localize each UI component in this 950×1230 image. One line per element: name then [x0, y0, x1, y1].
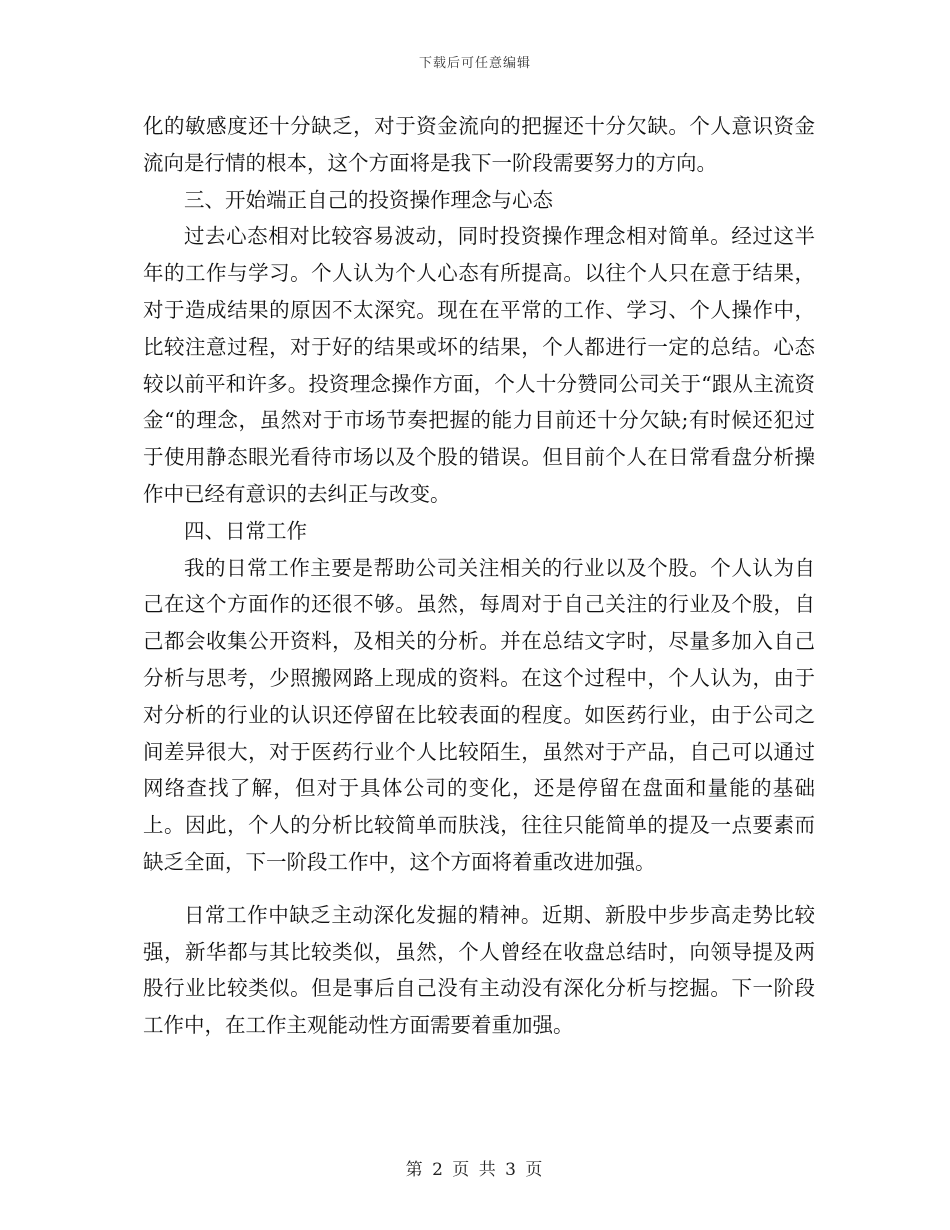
page-header: 下载后可任意编辑	[418, 56, 531, 71]
paragraph-mindset: 过去心态相对比较容易波动，同时投资操作理念相对简单。经过这半年的工作与学习。个人认为个人心态有所提高。以往个人只在意于结果，对于造成结果的原因不太深究。现在在平常的工作、学习、个人操作中，比较注意过程，对于好的结果或坏的结果，个人都进行一定的总结。心态较以前平和许多。投资理念操作方面，个人十分赞同公司关于“跟从主流资金“的理念，虽然对于市场节奏把握的能力目前还十分欠缺;有时候还犯过于使用静态眼光看待市场以及个股的错误。但目前个人在日常看盘分析操作中已经有意识的去纠正与改变。	[143, 224, 815, 506]
paragraph-continuation: 化的敏感度还十分缺乏，对于资金流向的把握还十分欠缺。个人意识资金流向是行情的根本，这个方面将是我下一阶段需要努力的方向。	[143, 114, 815, 175]
section-heading-4: 四、日常工作	[184, 518, 307, 543]
paragraph-initiative: 日常工作中缺乏主动深化发掘的精神。近期、新股中步步高走势比较强，新华都与其比较类似，虽然，个人曾经在收盘总结时，向领导提及两股行业比较类似。但是事后自己没有主动没有深化分析与挖掘。下一阶段工作中，在工作主观能动性方面需要着重加强。	[143, 902, 815, 1038]
document-body	[143, 108, 815, 1044]
paragraph-daily-work: 我的日常工作主要是帮助公司关注相关的行业以及个股。个人认为自己在这个方面作的还很不够。虽然，每周对于自己关注的行业及个股，自己都会收集公开资料，及相关的分析。并在总结文字时，尽量多加入自己分析与思考，少照搬网路上现成的资料。在这个过程中，个人认为，由于对分析的行业的认识还停留在比较表面的程度。如医药行业，由于公司之间差异很大，对于医药行业个人比较陌生，虽然对于产品，自己可以通过网络查找了解，但对于具体公司的变化，还是停留在盘面和量能的基础上。因此，个人的分析比较简单而肤浅，往往只能简单的提及一点要素而缺乏全面，下一阶段工作中，这个方面将着重改进加强。	[143, 555, 815, 874]
page-number: 第 2 页 共 3 页	[405, 1160, 545, 1180]
section-heading-3: 三、开始端正自己的投资操作理念与心态	[184, 187, 553, 212]
